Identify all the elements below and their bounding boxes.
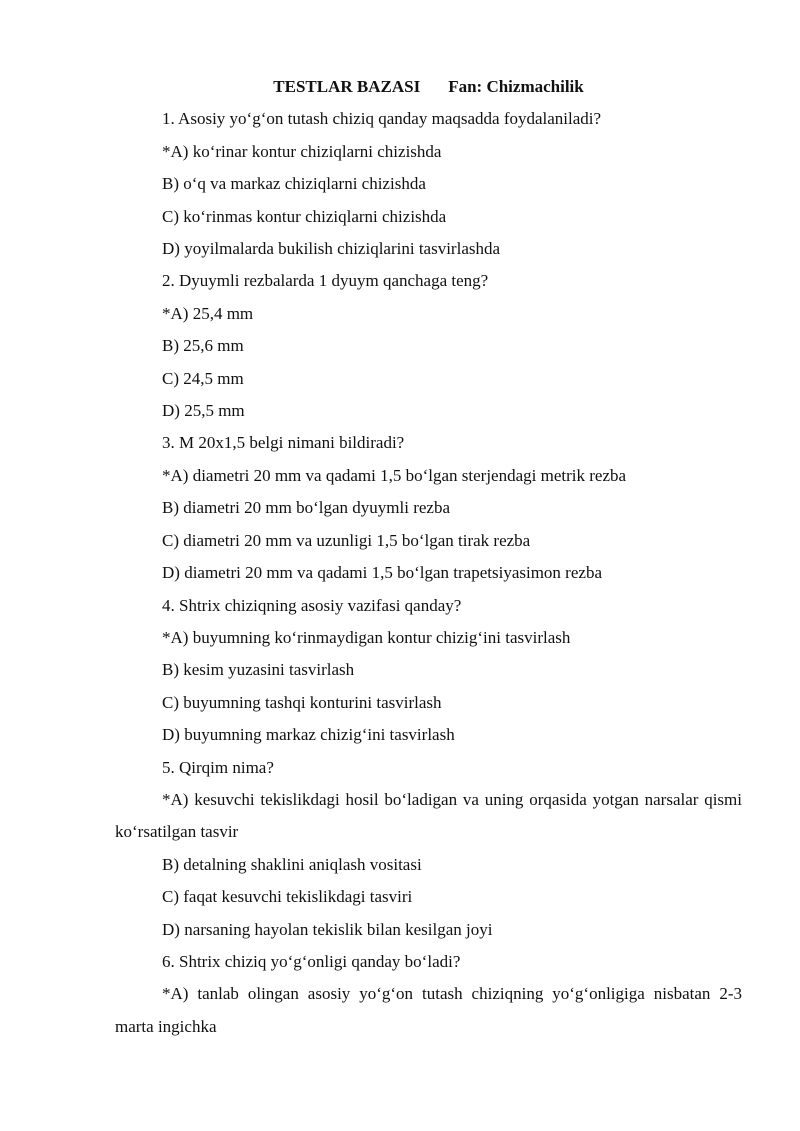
question-text: 4. Shtrix chiziqning asosiy vazifasi qanday?	[162, 595, 462, 615]
answer-option: C) buyumning tashqi konturini tasvirlash	[162, 692, 442, 712]
answer-option: B) diametri 20 mm bo‘lgan dyuymli rezba	[162, 498, 450, 518]
answer-option: D) narsaning hayolan tekislik bilan kesilgan joyi	[162, 919, 493, 939]
answer-option: C) 24,5 mm	[162, 368, 244, 388]
answer-option: B) o‘q va markaz chiziqlarni chizishda	[162, 174, 426, 194]
answer-option: *A) kesuvchi tekislikdagi hosil bo‘ladigan va uning orqasida yotgan narsalar qismi ko‘rsatilgan tasvir	[115, 789, 742, 842]
answer-option: *A) buyumning ko‘rinmaydigan kontur chizig‘ini tasvirlash	[162, 627, 571, 647]
answer-option: D) 25,5 mm	[162, 401, 245, 421]
document-title-subject: Fan: Chizmachilik	[448, 77, 584, 96]
document-title	[115, 71, 742, 103]
answer-option: C) diametri 20 mm va uzunligi 1,5 bo‘lgan tirak rezba	[162, 530, 531, 550]
answer-option: *A) tanlab olingan asosiy yo‘g‘on tutash chiziqning yo‘g‘onligiga nisbatan 2-3 marta ingichka	[115, 984, 742, 1036]
answer-option: *A) 25,4 mm	[162, 303, 254, 323]
answer-option: D) buyumning markaz chizig‘ini tasvirlash	[162, 725, 455, 745]
question-text: 3. M 20x1,5 belgi nimani bildiradi?	[162, 433, 405, 453]
question-text: 6. Shtrix chiziq yo‘g‘onligi qanday bo‘ladi?	[162, 951, 461, 971]
question-text: 1. Asosiy yo‘g‘on tutash chiziq qanday maqsadda foydalaniladi?	[162, 109, 602, 129]
answer-option: C) faqat kesuvchi tekislikdagi tasviri	[162, 887, 413, 907]
question-text: 2. Dyuymli rezbalarda 1 dyuym qanchaga teng?	[162, 271, 489, 291]
answer-option: B) kesim yuzasini tasvirlash	[162, 660, 355, 680]
answer-option: B) detalning shaklini aniqlash vositasi	[162, 854, 422, 874]
question-text: 5. Qirqim nima?	[162, 757, 274, 777]
answer-option: *A) diametri 20 mm va qadami 1,5 bo‘lgan sterjendagi metrik rezba	[162, 465, 627, 485]
answer-option: B) 25,6 mm	[162, 336, 244, 356]
document-title-left: TESTLAR BAZASI	[273, 77, 421, 96]
answer-option: D) yoyilmalarda bukilish chiziqlarini tasvirlashda	[162, 239, 501, 259]
answer-option: *A) ko‘rinar kontur chiziqlarni chizishda	[162, 141, 442, 161]
answer-option: D) diametri 20 mm va qadami 1,5 bo‘lgan trapetsiyasimon rezba	[162, 563, 602, 583]
answer-option: C) ko‘rinmas kontur chiziqlarni chizishda	[162, 206, 447, 226]
